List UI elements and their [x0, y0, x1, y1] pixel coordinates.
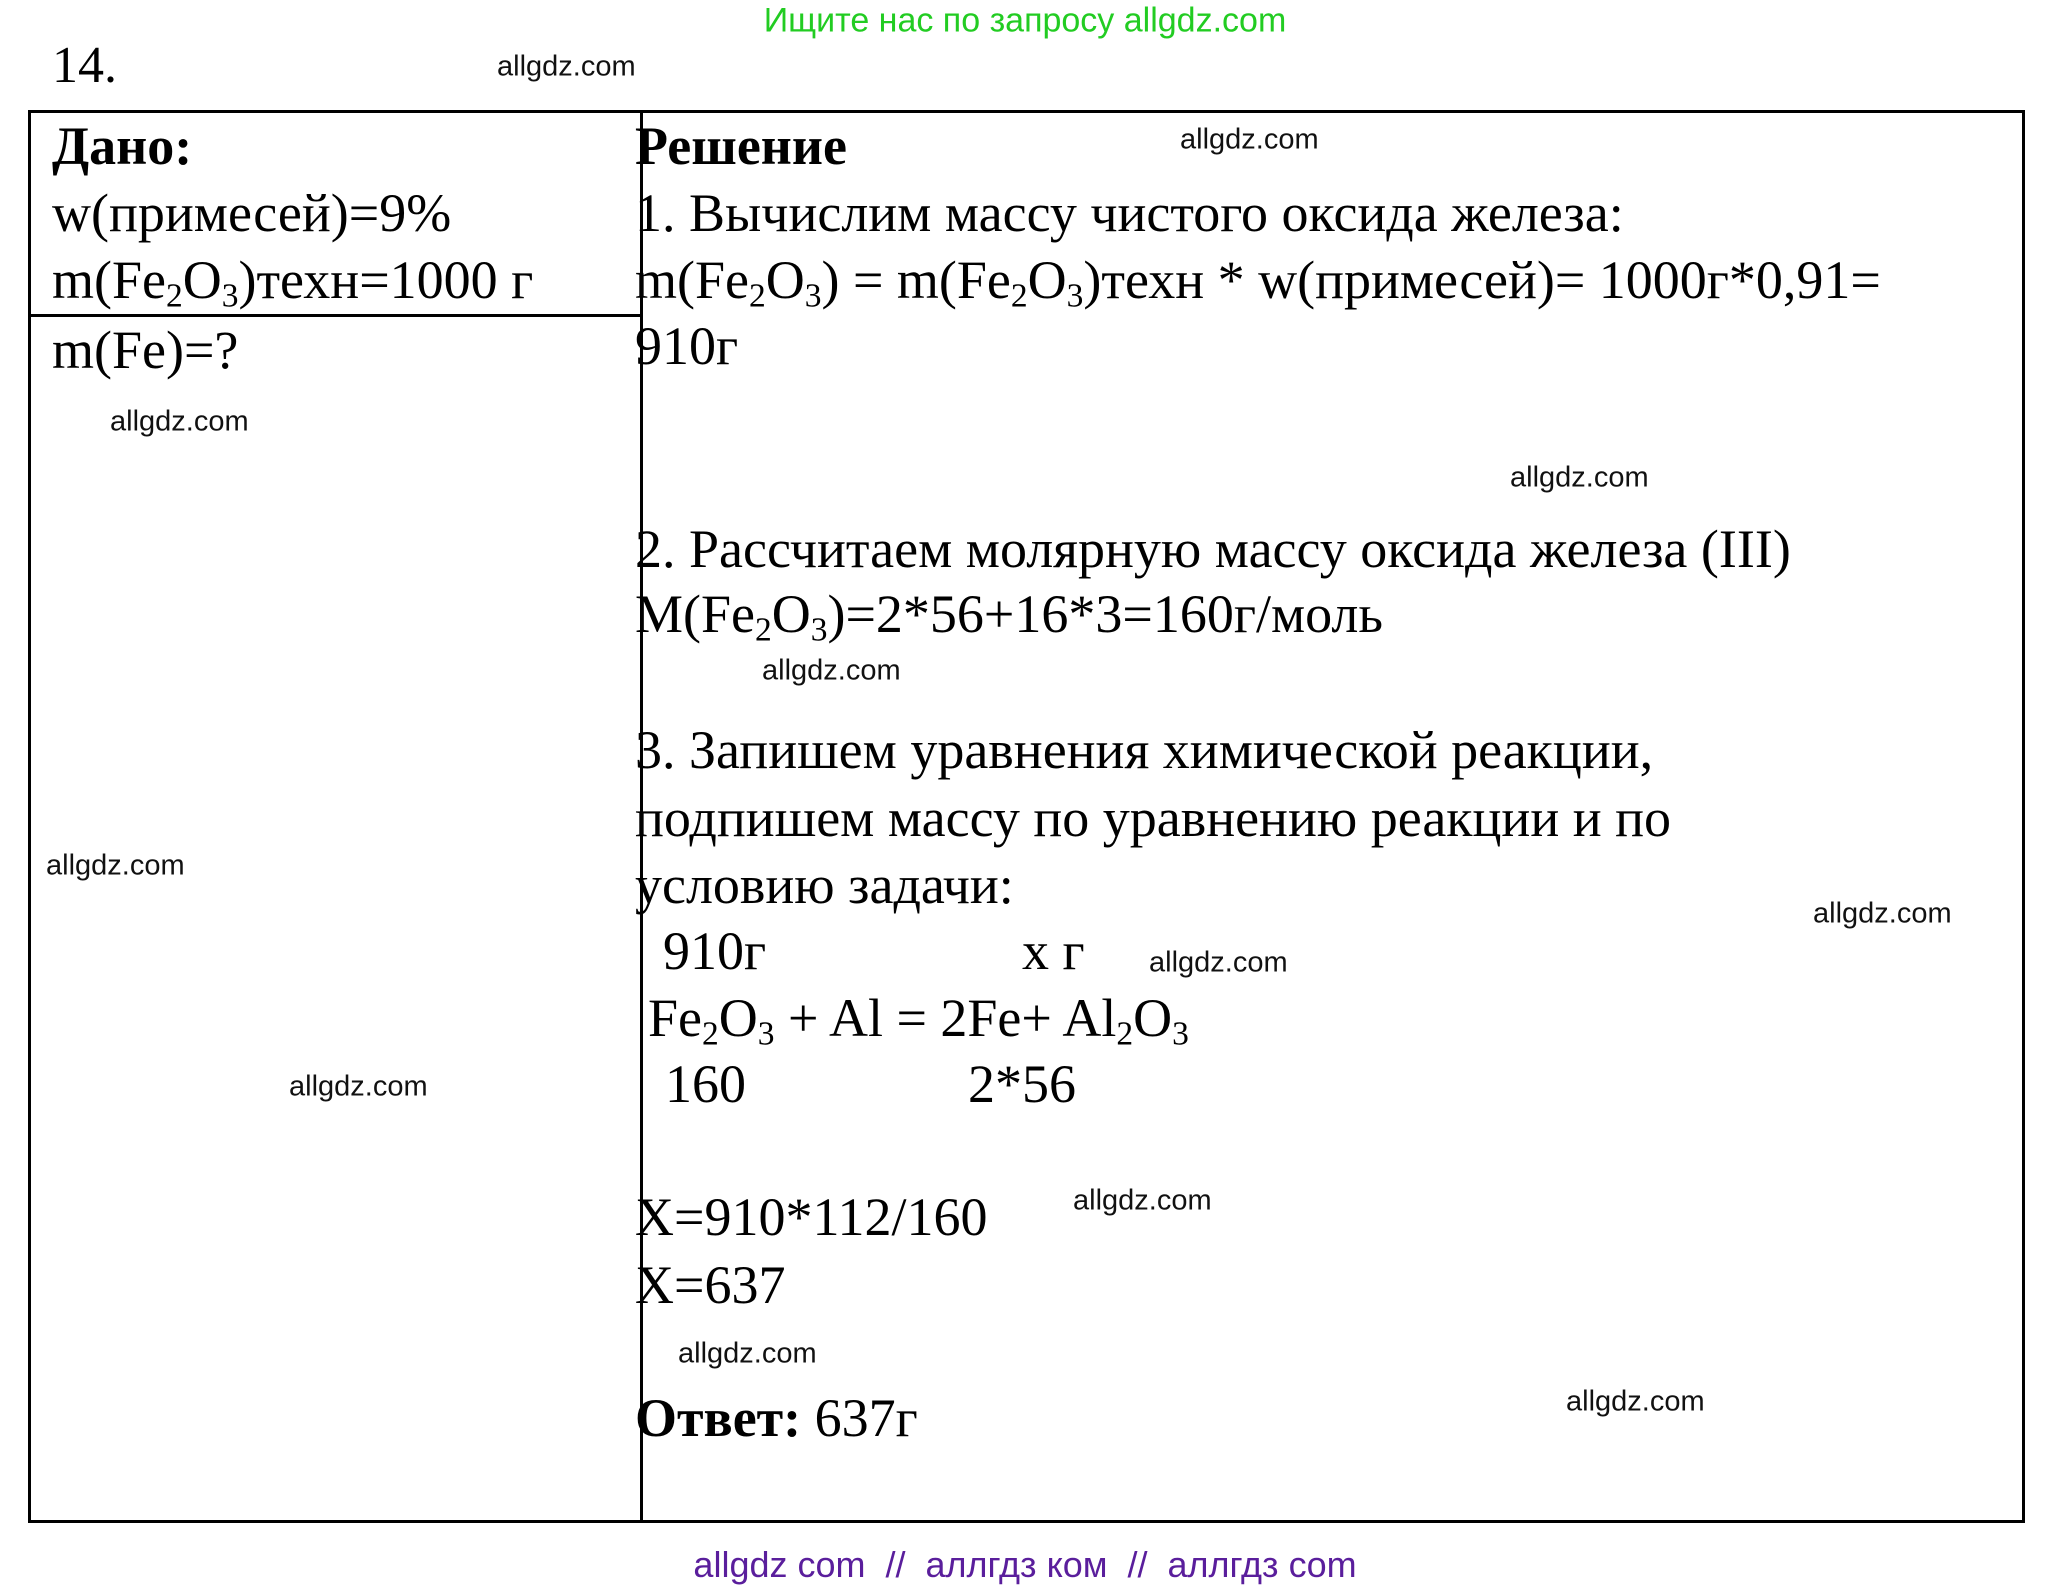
- subscript: 2: [755, 611, 772, 649]
- subscript: 3: [1172, 1015, 1189, 1053]
- calc-line: [635, 1255, 785, 1315]
- watermark: allgdz.com: [46, 849, 185, 882]
- step2-line: [635, 519, 1791, 579]
- text-segment: M(Fe: [635, 584, 755, 644]
- subscript: 2: [749, 277, 766, 315]
- answer-label: Ответ:: [635, 1388, 802, 1448]
- text-segment: 2. Рассчитаем молярную массу оксида железа (III): [635, 519, 1791, 579]
- text-segment: 3. Запишем уравнения химической реакции,: [635, 720, 1654, 780]
- text-segment: ) = m(Fe: [821, 250, 1011, 310]
- equation-molar-left: [665, 1054, 746, 1114]
- text-segment: )техн=1000 г: [238, 250, 534, 310]
- text-segment: O: [771, 584, 811, 644]
- text-segment: X=637: [635, 1255, 786, 1315]
- given-title: Дано:: [52, 116, 193, 176]
- watermark: allgdz.com: [1813, 897, 1952, 930]
- watermark: allgdz.com: [1510, 461, 1649, 494]
- watermark: allgdz.com: [1180, 123, 1319, 156]
- watermark: allgdz.com: [110, 405, 249, 438]
- solution-title: Решение: [635, 116, 847, 176]
- text-segment: O: [182, 250, 222, 310]
- watermark: allgdz.com: [1073, 1184, 1212, 1217]
- find-line: [52, 320, 238, 380]
- step3-line: [635, 720, 1653, 780]
- given-line: [52, 250, 534, 315]
- text-segment: 2*56: [968, 1054, 1076, 1114]
- task-number: 14.: [52, 37, 117, 94]
- text-segment: Fe: [648, 988, 702, 1048]
- text-segment: подпишем массу по уравнению реакции и по: [635, 788, 1672, 848]
- text-segment: + Al = 2Fe+ Al: [774, 988, 1117, 1048]
- step1-line: [635, 316, 738, 376]
- subscript: 3: [810, 611, 828, 649]
- subscript: 2: [702, 1015, 719, 1053]
- text-segment: w(примесей)=9%: [52, 183, 452, 243]
- text-segment: O: [1027, 250, 1067, 310]
- answer-value: 637г: [801, 1388, 918, 1448]
- watermark: allgdz.com: [497, 50, 636, 83]
- step2-line: [635, 584, 1383, 649]
- watermark: allgdz.com: [289, 1070, 428, 1103]
- equation-molar-right: [968, 1054, 1076, 1114]
- text-segment: O: [718, 988, 758, 1048]
- watermark: allgdz.com: [762, 654, 901, 687]
- watermark: allgdz.com: [678, 1337, 817, 1370]
- search-hint-banner: Ищите нас по запросу allgdz.com: [763, 1, 1287, 40]
- subscript: 2: [166, 277, 183, 315]
- equation-mass-unknown: [1022, 921, 1085, 981]
- text-segment: условию задачи:: [635, 855, 1014, 915]
- equation-mass-given: [663, 921, 766, 981]
- step3-line: [635, 855, 1014, 915]
- text-segment: O: [1133, 988, 1173, 1048]
- watermark: allgdz.com: [1566, 1385, 1705, 1418]
- text-segment: 910г: [635, 316, 739, 376]
- subscript: 2: [1116, 1015, 1134, 1053]
- text-segment: X=910*112/160: [635, 1187, 988, 1247]
- text-segment: 1. Вычислим массу чистого оксида железа:: [635, 183, 1624, 243]
- step1-line: [635, 183, 1624, 243]
- calc-line: [635, 1187, 987, 1247]
- subscript: 2: [1010, 277, 1028, 315]
- text-segment: m(Fe: [52, 250, 166, 310]
- text-segment: )техн * w(примесей)= 1000г*0,91=: [1083, 250, 1881, 310]
- footer-links: allgdz com // аллгдз ком // аллгдз com: [693, 1544, 1357, 1585]
- given-divider: [31, 314, 640, 317]
- step1-line: [635, 250, 1881, 315]
- text-segment: x г: [1022, 921, 1085, 981]
- subscript: 3: [221, 277, 239, 315]
- step3-line: [635, 788, 1671, 848]
- reaction-equation: [648, 988, 1189, 1053]
- text-segment: O: [765, 250, 805, 310]
- subscript: 3: [804, 277, 822, 315]
- text-segment: 910г: [663, 921, 767, 981]
- text-segment: m(Fe: [635, 250, 749, 310]
- text-segment: )=2*56+16*3=160г/моль: [827, 584, 1383, 644]
- text-segment: m(Fe)=?: [52, 320, 239, 380]
- subscript: 3: [1066, 277, 1084, 315]
- subscript: 3: [757, 1015, 775, 1053]
- text-segment: 160: [665, 1054, 746, 1114]
- given-line: [52, 183, 451, 243]
- answer: [635, 1388, 918, 1448]
- watermark: allgdz.com: [1149, 946, 1288, 979]
